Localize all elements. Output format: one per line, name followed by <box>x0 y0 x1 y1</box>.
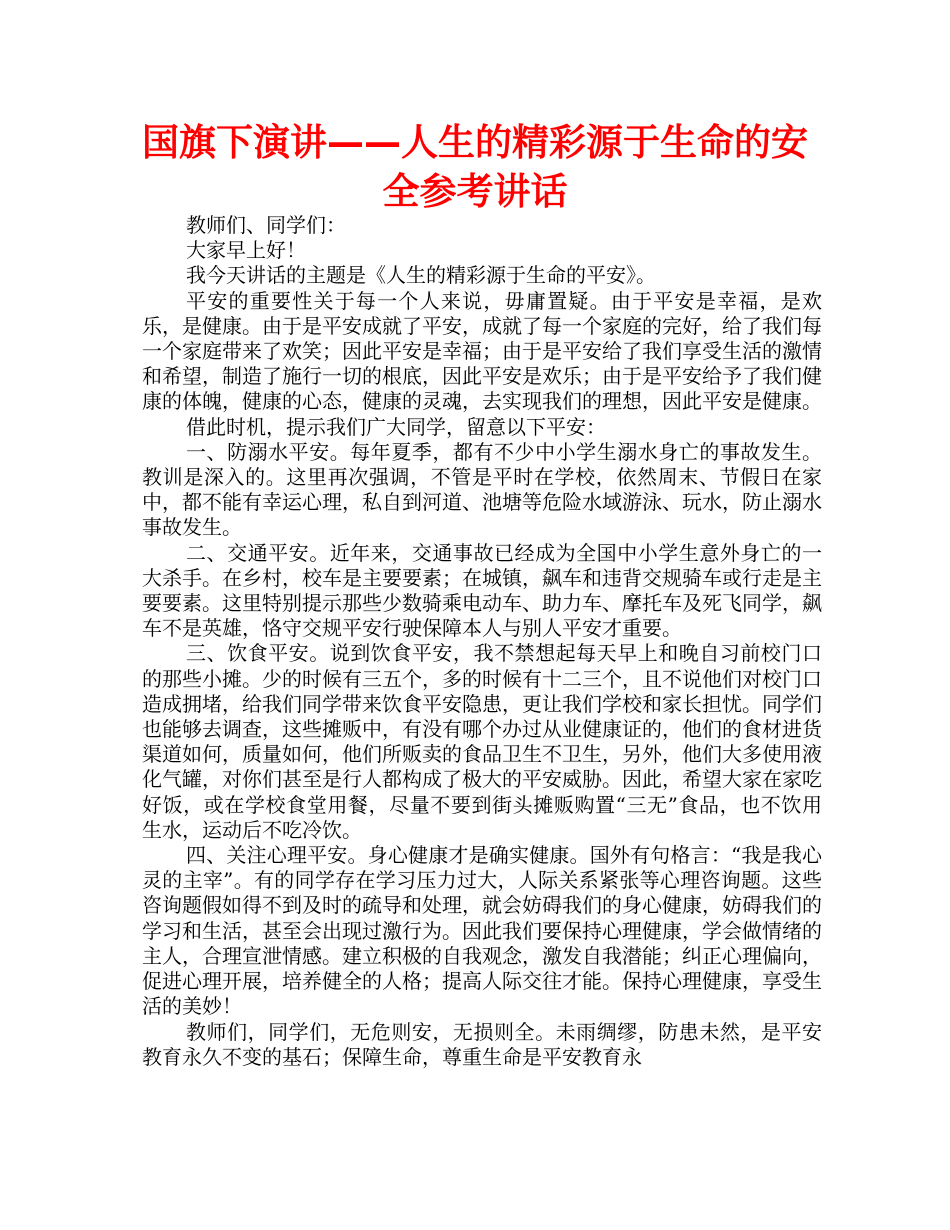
body-paragraph: 平安的重要性关于每一个人来说，毋庸置疑。由于平安是幸福，是欢乐，是健康。由于是平安成就了平安，成就了每一个家庭的完好，给了我们每一个家庭带来了欢笑；因此平安是幸福；由于是平安给了我们享受生活的激情和希望，制造了施行一切的根底，因此平安是欢乐；由于是平安给予了我们健康的体魄，健康的心态，健康的灵魂，去实现我们的理想，因此平安是健康。 <box>142 288 822 414</box>
body-paragraph: 四、关注心理平安。身心健康才是确实健康。国外有句格言：“我是我心灵的主宰”。有的同学存在学习压力过大，人际关系紧张等心理咨询题。这些咨询题假如得不到及时的疏导和处理，就会妨碍我们的身心健康，妨碍我们的学习和生活，甚至会出现过激行为。因此我们要保持心理健康，学会做情绪的主人，合理宣泄情感。建立积极的自我观念，激发自我潜能；纠正心理偏向，促进心理开展，培养健全的人格；提高人际交往才能。保持心理健康，享受生活的美妙！ <box>142 843 822 1019</box>
topic-paragraph: 我今天讲话的主题是《人生的精彩源于生命的平安》。 <box>186 263 656 288</box>
salutation-paragraph: 教师们、同学们： <box>186 213 346 237</box>
document-body <box>142 213 822 1070</box>
body-paragraph: 三、饮食平安。说到饮食平安，我不禁想起每天早上和晚自习前校门口的那些小摊。少的时候有三五个，多的时候有十二三个，且不说他们对校门口造成拥堵，给我们同学带来饮食平安隐患，更让我们学校和家长担忧。同学们也能够去调查，这些摊贩中，有没有哪个办过从业健康证的，他们的食材进货渠道如何，质量如何，他们所贩卖的食品卫生不卫生，另外，他们大多使用液化气罐，对你们甚至是行人都构成了极大的平安威胁。因此，希望大家在家吃好饭，或在学校食堂用餐，尽量不要到街头摊贩购置“三无”食品，也不饮用生水，运动后不吃冷饮。 <box>142 641 822 842</box>
body-paragraph: 教师们，同学们，无危则安，无损则全。未雨绸缪，防患未然，是平安教育永久不变的基石；保障生命，尊重生命是平安教育永 <box>142 1019 822 1069</box>
document-title: 国旗下演讲——人生的精彩源于生命的安全参考讲话 <box>142 121 808 213</box>
greeting-paragraph: 大家早上好！ <box>186 238 306 263</box>
body-paragraph: 借此时机，提示我们广大同学，留意以下平安： <box>186 414 606 439</box>
body-paragraph: 一、防溺水平安。每年夏季，都有不少中小学生溺水身亡的事故发生。教训是深入的。这里再次强调，不管是平时在学校，依然周末、节假日在家中，都不能有幸运心理，私自到河道、池塘等危险水域游泳、玩水，防止溺水事故发生。 <box>142 439 822 540</box>
body-paragraph: 二、交通平安。近年来，交通事故已经成为全国中小学生意外身亡的一大杀手。在乡村，校车是主要要素；在城镇，飙车和违背交规骑车或行走是主要要素。这里特别提示那些少数骑乘电动车、助力车、摩托车及死飞同学，飙车不是英雄，恪守交规平安行驶保障本人与别人平安才重要。 <box>142 540 822 641</box>
